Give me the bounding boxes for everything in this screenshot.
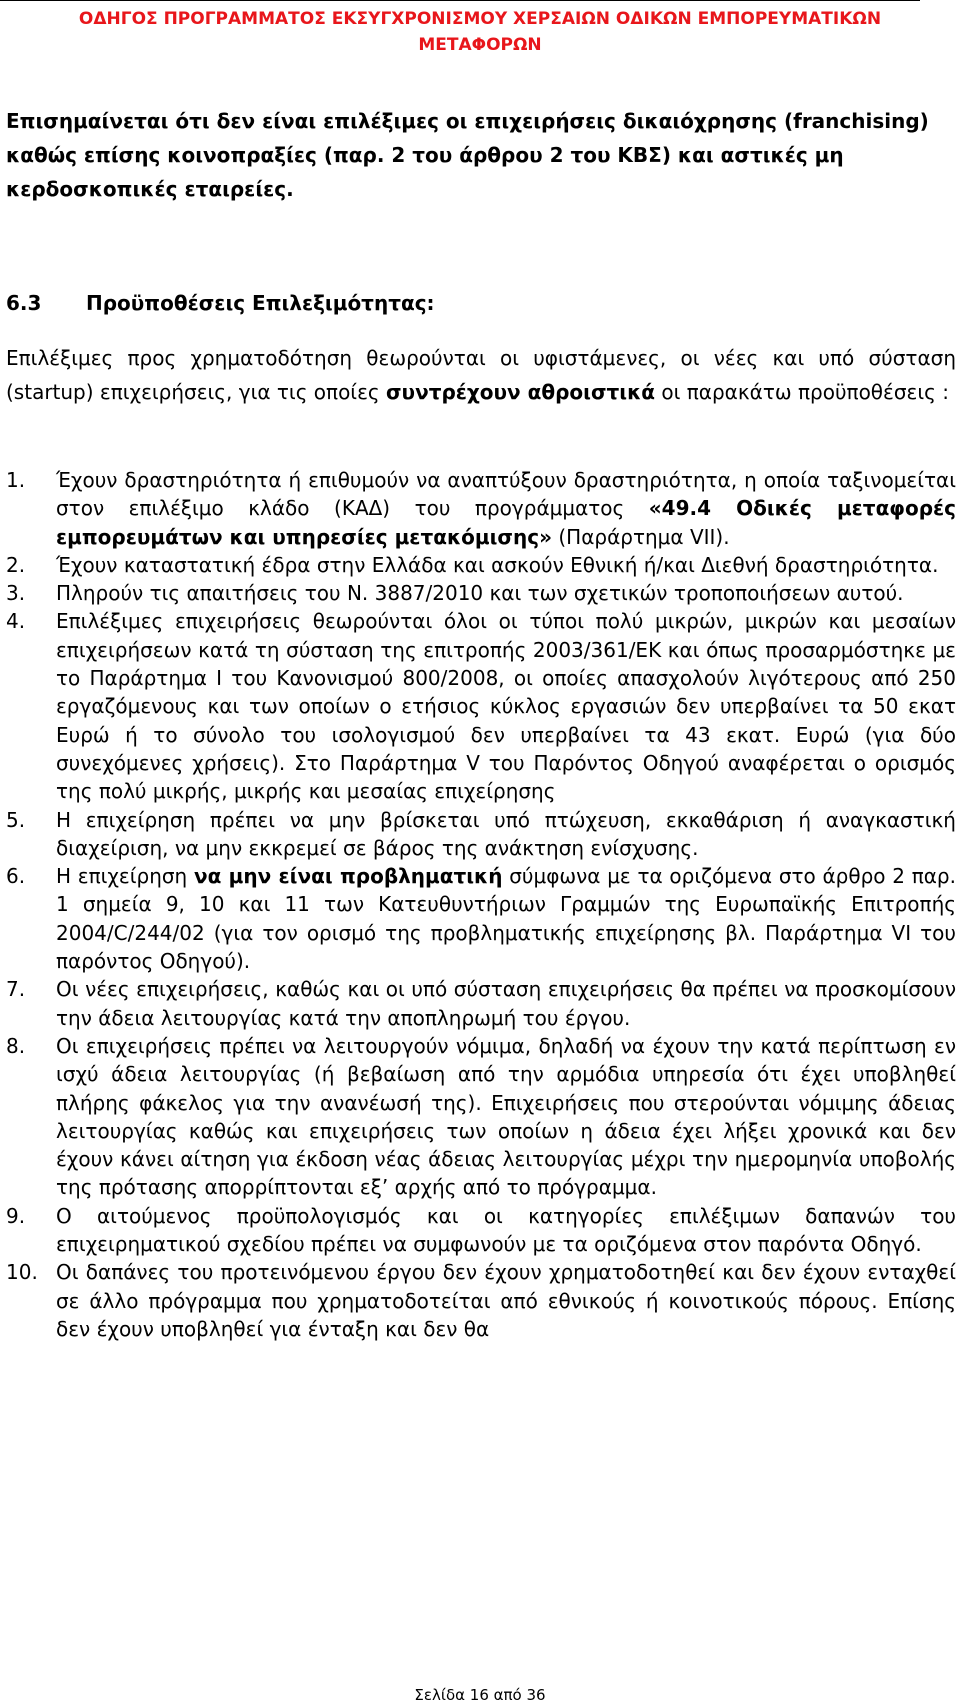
item-number: 8. (6, 1033, 26, 1058)
item-text: Οι νέες επιχειρήσεις, καθώς και οι υπό σύσταση επιχειρήσεις θα πρέπει να προσκομίσουν την άδεια λειτουργίας κατά την αποπληρωμή του έργου. (56, 977, 956, 1030)
item-text: Ο αιτούμενος προϋπολογισμός και οι κατηγορίες επιλέξιμων δαπανών του επιχειρηματικού σχεδίου πρέπει να συμφωνούν με τα οριζόμενα στον παρόντα Οδηγό. (56, 1203, 956, 1257)
item-number: 4. (6, 609, 26, 634)
list-item (6, 862, 956, 975)
conditions-list (6, 466, 956, 1343)
item-text: Πληρούν τις απαιτήσεις του Ν. 3887/2010 και των σχετικών τροποποιήσεων αυτού. (56, 581, 904, 606)
item-text: Η επιχείρηση (56, 864, 194, 889)
item-text: Οι επιχειρήσεις πρέπει να λειτουργούν νόμιμα, δηλαδή να έχουν την κατά περίπτωση εν ισχύ άδεια λειτουργίας (ή βεβαίωση από την αρμόδια υπηρεσία ότι έχει υποβληθεί πλήρης φάκελος για την ανανέωσή της). Επιχειρήσεις που στερούνται νόμιμης άδειας λειτουργίας καθώς και επιχειρήσεις των οποίων η άδεια έχει λήξει χρονικά και δεν έχουν κάνει αίτηση για έκδοση νέας άδειας λειτουργίας μέχρι την ημερομηνία υποβολής της πρότασης απορρίπτονται εξ’ αρχής από το πρόγραμμα. (56, 1033, 956, 1200)
section-heading (6, 286, 435, 320)
item-text-bold: «49.4 Οδικές μεταφορές εμπορευμάτων και υπηρεσίες μετακόμισης» (56, 496, 956, 549)
item-number: 2. (6, 552, 26, 577)
lead-text-after: οι παρακάτω προϋποθέσεις : (655, 380, 949, 404)
lead-paragraph (6, 341, 956, 409)
item-number: 7. (6, 977, 26, 1002)
list-item (6, 607, 956, 805)
item-text: Επιλέξιμες επιχειρήσεις θεωρούνται όλοι οι τύποι πολύ μικρών, μικρών και μεσαίων επιχειρήσεων κατά τη σύσταση της επιτροπής 2003/361/ΕΚ και όπως προσαρμόστηκε με το Παράρτημα Ι του Κανονισμού 800/2008, οι οποίες απασχολούν λιγότερους από 250 εργαζόμενους και των οποίων ο ετήσιος κύκλος εργασιών δεν υπερβαίνει τα 50 εκατ Ευρώ ή το σύνολο του ισολογισμού δεν υπερβαίνει τα 43 εκατ. Ευρώ (για δύο συνεχόμενες χρήσεις). Στο Παράρτημα V του Παρόντος Οδηγού αναφέρεται ο ορισμός της πολύ μικρής, μικρής και μεσαίας επιχείρησης (56, 609, 956, 804)
list-item (6, 1258, 956, 1343)
list-item (6, 579, 956, 607)
list-item (6, 975, 956, 1032)
lead-text-before: Επιλέξιμες προς χρηματοδότηση θεωρούνται οι υφιστάμενες, οι νέες και υπό σύσταση (startup) επιχειρήσεις, για τις οποίες (6, 346, 956, 404)
list-item (6, 806, 956, 863)
item-text: Οι δαπάνες του προτεινόμενου έργου δεν έχουν χρηματοδοτηθεί και δεν έχουν ενταχθεί σε άλλο πρόγραμμα που χρηματοδοτείται από εθνικούς ή κοινοτικούς πόρους. Επίσης δεν έχουν υποβληθεί για ένταξη και δεν θα (56, 1260, 956, 1341)
section-title: Προϋποθέσεις Επιλεξιμότητας: (86, 291, 435, 315)
item-number: 1. (6, 468, 26, 492)
list-item (6, 1202, 956, 1259)
list-item (6, 1032, 956, 1202)
item-number: 6. (6, 864, 26, 889)
item-text-tail: σύμφωνα με τα οριζόμενα στο άρθρο 2 παρ. 1 σημεία 9, 10 και 11 των Κατευθυντήριων Γραμμών της Ευρωπαϊκής Επιτροπής 2004/C/244/02 (για τον ορισμό της προβληματικής επιχείρησης βλ. Παράρτημα VI του παρόντος Οδηγού). (56, 864, 956, 974)
item-number: 5. (6, 807, 26, 832)
item-number: 3. (6, 581, 26, 606)
item-text: Έχουν δραστηριότητα ή επιθυμούν να αναπτύξουν δραστηριότητα, η οποία ταξινομείται στον επιλέξιμο κλάδο (ΚΑΔ) του προγράμματος (56, 468, 956, 521)
page-footer: Σελίδα 16 από 36 (414, 1686, 546, 1704)
header-rule (0, 0, 920, 1)
item-text-bold: να μην είναι προβληματική (193, 864, 503, 889)
document-header (0, 6, 960, 58)
header-title-line1: ΟΔΗΓΟΣ ΠΡΟΓΡΑΜΜΑΤΟΣ ΕΚΣΥΓΧΡΟΝΙΣΜΟΥ ΧΕΡΣΑΙΩΝ ΟΔΙΚΩΝ ΕΜΠΟΡΕΥΜΑΤΙΚΩΝ (78, 9, 882, 29)
section-number: 6.3 (6, 291, 42, 315)
intro-paragraph: Επισημαίνεται ότι δεν είναι επιλέξιμες οι επιχειρήσεις δικαιόχρησης (franchising) καθώς επίσης κοινοπραξίες (παρ. 2 του άρθρου 2 του ΚΒΣ) και αστικές μη κερδοσκοπικές εταιρείες. (6, 109, 929, 201)
item-number: 10. (6, 1260, 38, 1285)
list-item (6, 551, 956, 579)
header-title-line2: ΜΕΤΑΦΟΡΩΝ (418, 35, 542, 55)
lead-text-bold: συντρέχουν αθροιστικά (385, 380, 656, 404)
item-text: Η επιχείρηση πρέπει να μην βρίσκεται υπό πτώχευση, εκκαθάριση ή αναγκαστική διαχείριση, να μην εκκρεμεί σε βάρος της ανάκτηση ενίσχυσης. (56, 807, 956, 860)
item-number: 9. (6, 1203, 26, 1228)
item-text-tail: (Παράρτημα VII). (552, 524, 730, 549)
item-text: Έχουν καταστατική έδρα στην Ελλάδα και ασκούν Εθνική ή/και Διεθνή δραστηριότητα. (56, 552, 939, 577)
list-item (6, 466, 956, 551)
